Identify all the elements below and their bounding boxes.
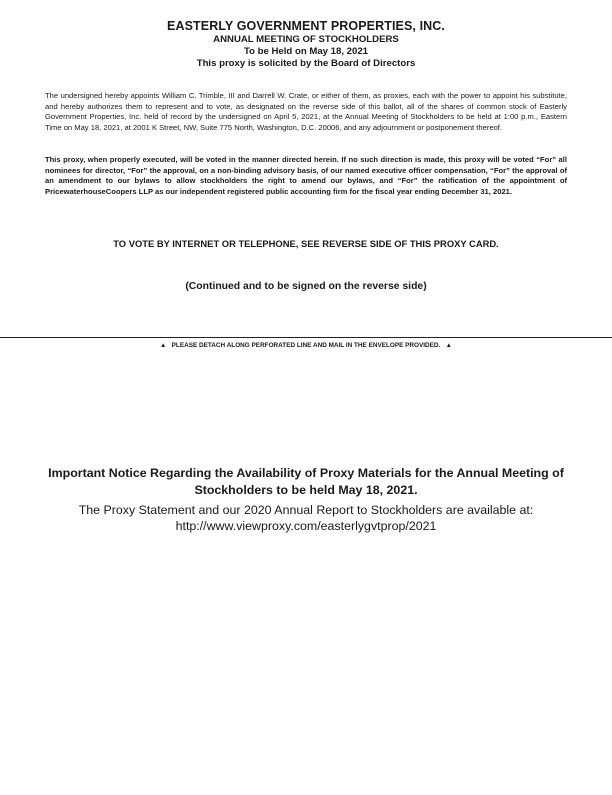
vote-instruction: TO VOTE BY INTERNET OR TELEPHONE, SEE REVERSE SIDE OF THIS PROXY CARD.	[113, 238, 499, 249]
meeting-date: To be Held on May 18, 2021	[243, 46, 369, 57]
notice-title: Important Notice Regarding the Availability of Proxy Materials for the Annual Meeting of Stockholders to be held May 18, 2021.	[48, 466, 564, 497]
company-name: EASTERLY GOVERNMENT PROPERTIES, INC.	[167, 19, 445, 33]
detach-text: PLEASE DETACH ALONG PERFORATED LINE AND MAIL IN THE ENVELOPE PROVIDED.	[171, 342, 441, 349]
continued-note: (Continued and to be signed on the reverse side)	[185, 281, 427, 292]
detach-instruction	[0, 342, 612, 349]
voting-direction-paragraph: This proxy, when properly executed, will be voted in the manner directed herein. If no such direction is made, this proxy will be voted “For” all nominees for director, “For” the approval, on a non-binding advisory basis, of our named executive officer compensation, “For” the approval of an amendment to our bylaws to allow stockholders the right to amend our bylaws, and “For” the ratification of the appointment of PricewaterhouseCoopers LLP as our independent registered public accounting firm for the fiscal year ending December 31, 2021.	[45, 155, 567, 197]
availability-notice	[40, 502, 572, 534]
proxy-materials-link[interactable]: http://www.viewproxy.com/easterlygvtprop/2021	[175, 519, 437, 533]
proxy-card-header	[0, 19, 612, 70]
up-arrow-icon: ▲	[160, 342, 167, 349]
appointment-paragraph: The undersigned hereby appoints William C. Trimble, III and Darrell W. Crate, or either of them, as proxies, each with the power to appoint his substitute, and hereby authorizes them to represent and to vote, as designated on the reverse side of this ballot, all of the shares of common stock of Easterly Government Properties, Inc. held of record by the undersigned on April 5, 2021, at the Annual Meeting of Stockholders to be held at 1:00 p.m., Eastern Time on May 18, 2021, at 2001 K Street, NW, Suite 775 North, Washington, D.C. 20006, and any adjournment or postponement thereof.	[45, 91, 567, 133]
availability-text: The Proxy Statement and our 2020 Annual Report to Stockholders are available at:	[78, 503, 534, 517]
up-arrow-icon: ▲	[445, 342, 452, 349]
solicitation-line: This proxy is solicited by the Board of Directors	[196, 58, 416, 69]
perforated-line	[0, 337, 612, 338]
meeting-title: ANNUAL MEETING OF STOCKHOLDERS	[213, 34, 399, 45]
